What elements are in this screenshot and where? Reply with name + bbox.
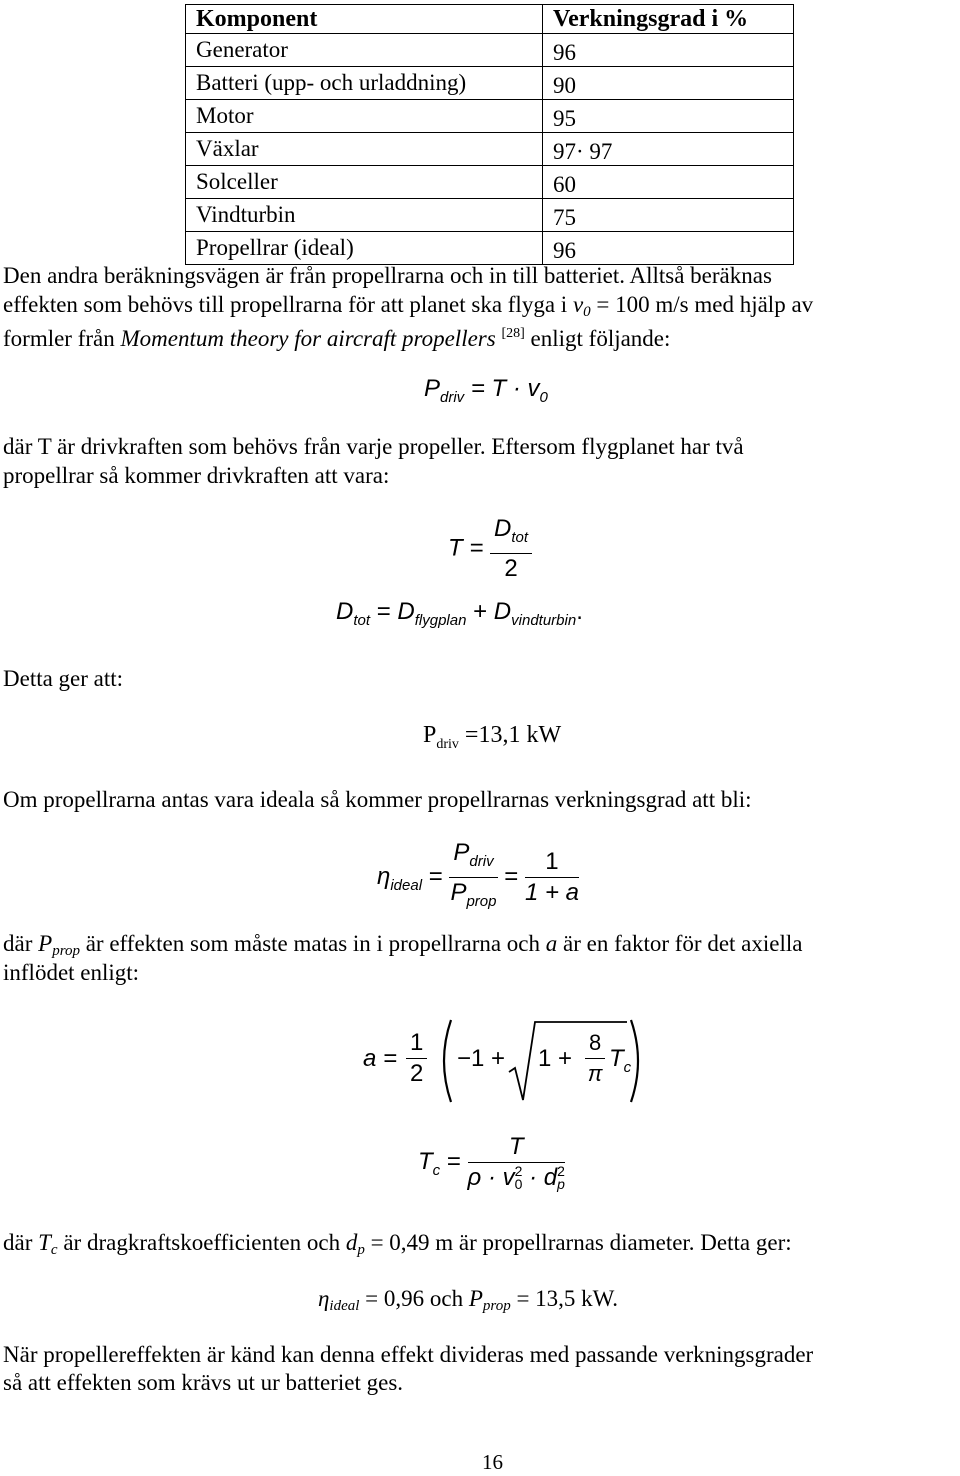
result-P-sub: prop [482, 1298, 511, 1314]
cell-component: Växlar [186, 133, 543, 166]
eq7-d-sup: 2 [557, 1163, 565, 1179]
result-a: = 0,96 och [359, 1286, 469, 1311]
eq1-rhs-sub: 0 [539, 389, 548, 406]
eq1-rhs: = T · v [470, 375, 540, 402]
equation-tc [418, 1132, 565, 1193]
eq7-v-sup: 2 [514, 1163, 523, 1179]
para5-line2: inflödet enligt: [3, 960, 140, 985]
cell-component: Batteri (upp- och urladdning) [186, 67, 543, 100]
eq5-den1 [449, 878, 497, 917]
equation-p-driv-value [423, 722, 561, 753]
eq6-frac-den: π [587, 1061, 603, 1086]
para3: Detta ger att: [3, 666, 124, 691]
eq2-den: 2 [504, 555, 518, 582]
eq7-lhs: T [418, 1147, 433, 1175]
cell-efficiency: 60 [543, 166, 794, 199]
table-row [186, 100, 794, 133]
eq7-lhs-sub: c [432, 1161, 441, 1179]
para7-line2: så att effekten som krävs ut ur batteriet ges. [3, 1370, 404, 1395]
para6-c: = 0,49 m är propellrarnas diameter. Detta ger: [364, 1230, 792, 1255]
para2-line1: där T är drivkraften som behövs från varje propeller. Eftersom flygplanet har två [3, 434, 744, 459]
para1-line3-a: formler från [3, 326, 121, 351]
para1-line3 [3, 320, 670, 353]
eq5-den2: 1 + a [524, 879, 579, 906]
para5-a-symbol: a [545, 931, 558, 956]
para1-line1: Den andra beräkningsvägen är från propellrarna och in till batteriet. Alltså beräknas [3, 263, 772, 288]
eq5-num1-sym: P [453, 839, 470, 866]
para6-d-sub: p [357, 1242, 365, 1258]
eq3-plus: + [473, 598, 488, 625]
header-component: Komponent [186, 5, 543, 34]
cell-efficiency: 96 [543, 34, 794, 67]
table-row [186, 166, 794, 199]
equation-thrust [448, 514, 532, 584]
equation-a [363, 1018, 643, 1104]
para1-line2-a: effekten som behövs till propellrarna för att planet ska flyga i [3, 292, 573, 317]
eq2-lhs: T = [448, 534, 484, 562]
cell-component: Motor [186, 100, 543, 133]
para7-line1: När propellereffekten är känd kan denna effekt divideras med passande verkningsgrader [3, 1342, 814, 1367]
cell-efficiency: 95 [543, 100, 794, 133]
cell-efficiency: 96 [543, 232, 794, 265]
table-header-row [186, 5, 794, 34]
eq6-half-den: 2 [410, 1060, 424, 1087]
eq5-eq2: = [504, 862, 519, 890]
result-line [318, 1285, 618, 1320]
equation-d-tot [336, 598, 583, 629]
eq5-lhs-sub: ideal [390, 876, 423, 894]
eq6-half [406, 1028, 427, 1089]
eq7-num: T [468, 1132, 565, 1163]
eq7-d-scripts [557, 1165, 565, 1191]
eq7-den [468, 1163, 565, 1193]
cell-efficiency: 90 [543, 67, 794, 100]
eq6-tc [609, 1045, 631, 1076]
para5-c: är en faktor för det axiella [557, 931, 803, 956]
cell-component: Vindturbin [186, 199, 543, 232]
eq3-dot: . [576, 598, 583, 625]
result-eta: η [318, 1286, 330, 1311]
eq5-num2: 1 [525, 847, 579, 878]
efficiency-table [185, 4, 794, 265]
eq2-num [490, 514, 532, 554]
cell-efficiency: 97· 97 [543, 133, 794, 166]
eq2-fraction [490, 514, 532, 584]
para6-d: d [345, 1230, 358, 1255]
eq6-eight-over-pi [585, 1028, 605, 1089]
eq5-num1 [449, 838, 497, 878]
eq7-den-rho: ρ · v [467, 1164, 515, 1191]
page-number: 16 [482, 1450, 503, 1474]
eq7-eq: = [446, 1147, 461, 1175]
para4: Om propellrarna antas vara ideala så kommer propellrarnas verkningsgrad att bli: [3, 787, 752, 812]
eq7-v-sub: 0 [514, 1176, 523, 1192]
velocity-symbol: v [572, 292, 584, 317]
citation-ref: [28] [501, 326, 525, 341]
eq5-den1-sub: prop [466, 893, 497, 910]
para6-T-sub: c [50, 1242, 58, 1258]
eq3-c-sub: vindturbin [511, 612, 577, 629]
para6-a: där [3, 1230, 39, 1255]
result-b: = 13,5 kW. [510, 1286, 619, 1311]
para1-line2-b: = 100 m/s med hjälp av [590, 292, 814, 317]
eq5-eq1: = [428, 862, 443, 890]
eq7-d-sub: p [557, 1176, 565, 1192]
equation-eta-ideal [377, 838, 579, 917]
table-row [186, 232, 794, 265]
table-row [186, 67, 794, 100]
reference-title: Momentum theory for aircraft propellers [120, 326, 496, 351]
cell-component: Propellrar (ideal) [186, 232, 543, 265]
para1-line3-b: enligt följande: [524, 326, 671, 351]
eq6-lhs: a = [363, 1045, 398, 1072]
eq4-lhs: P [423, 722, 437, 748]
eq3-a: D [336, 598, 354, 625]
eq5-lhs: η [377, 862, 391, 890]
para6-T: T [38, 1230, 51, 1255]
para5-P: P [38, 931, 53, 956]
eq5-den1-sym: P [450, 879, 467, 906]
velocity-subscript: 0 [583, 304, 591, 320]
eq7-den-d: · d [522, 1164, 558, 1191]
eq6-half-num: 1 [406, 1028, 427, 1059]
equation-p-driv [424, 375, 548, 406]
eq7-fraction [468, 1132, 565, 1193]
cell-efficiency: 75 [543, 199, 794, 232]
para5-P-sub: prop [52, 943, 80, 959]
eq6-tc-sym: T [609, 1045, 624, 1072]
result-eta-sub: ideal [329, 1298, 360, 1314]
table-row [186, 34, 794, 67]
eq5-fraction2 [525, 847, 579, 908]
cell-component: Solceller [186, 166, 543, 199]
eq6-frac-num: 8 [585, 1028, 605, 1059]
eq6-minus-one-plus: −1 + [457, 1045, 506, 1072]
para6-b: är dragkraftskoefficienten och [57, 1230, 346, 1255]
result-P: P [468, 1286, 483, 1311]
header-efficiency: Verkningsgrad i % [543, 5, 794, 34]
cell-component: Generator [186, 34, 543, 67]
eq4-rhs: =13,1 kW [464, 722, 562, 748]
eq5-fraction1 [449, 838, 497, 917]
eq6-one-plus: 1 + [538, 1045, 573, 1072]
table-row [186, 133, 794, 166]
eq4-lhs-sub: driv [436, 737, 459, 752]
eq3-a-sub: tot [353, 612, 371, 629]
eq2-num-sym: D [494, 515, 512, 542]
eq1-lhs-sub: driv [440, 389, 465, 406]
para2-line2: propellrar så kommer drivkraften att vara: [3, 463, 390, 488]
eq3-b-sub: flygplan [414, 612, 467, 629]
para5-b: är effekten som måste matas in i propellrarna och [79, 931, 546, 956]
eq3-b: D [397, 598, 415, 625]
eq5-num1-sub: driv [469, 853, 494, 870]
eq6-tc-sub: c [623, 1059, 632, 1076]
table-row [186, 199, 794, 232]
para5-a: där [3, 931, 39, 956]
para6 [3, 1229, 792, 1264]
eq2-num-sub: tot [511, 529, 529, 546]
eq3-eq: = [376, 598, 391, 625]
eq3-c: D [493, 598, 512, 625]
eq1-lhs: P [424, 375, 441, 402]
